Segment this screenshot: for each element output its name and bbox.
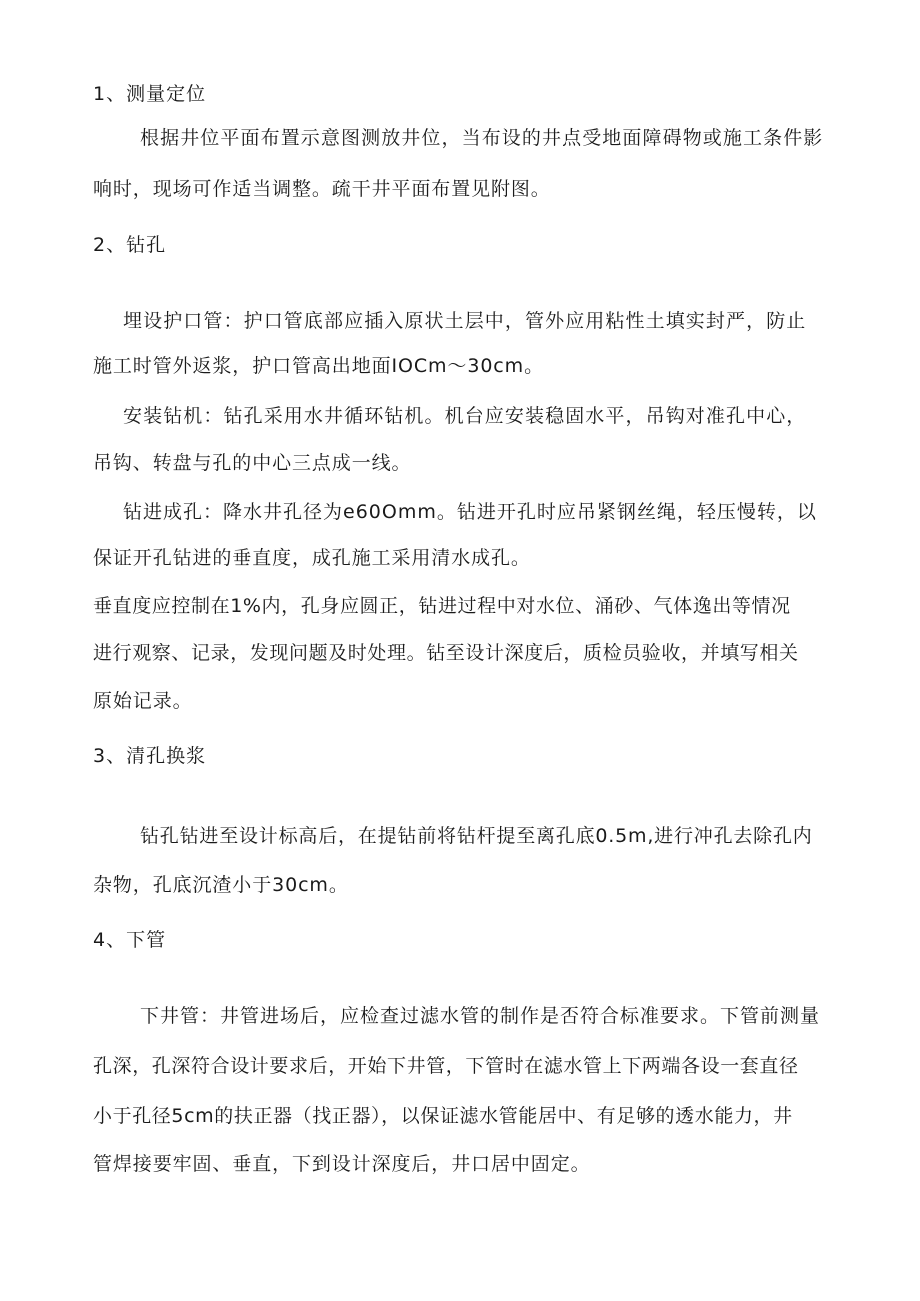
section-3-para-1-line-2: 杂物，孔底沉渣小于30cm。 bbox=[93, 874, 349, 896]
section-2-para-1-line-2: 施工时管外返浆，护口管高出地面IOCm～30cm。 bbox=[93, 355, 544, 377]
section-3-para-1-line-1: 钻孔钻进至设计标高后，在提钻前将钻杆提至离孔底0.5m,进行冲孔去除孔内 bbox=[140, 825, 813, 847]
section-2-heading: 2、钻孔 bbox=[93, 234, 167, 256]
section-2-para-4-line-3: 原始记录。 bbox=[93, 690, 193, 712]
section-2-para-2-line-1: 安装钻机：钻孔采用水井循环钻机。机台应安装稳固水平，吊钩对准孔中心， bbox=[123, 405, 807, 427]
section-1-para-1-line-2: 响时，现场可作适当调整。疏干井平面布置见附图。 bbox=[93, 178, 551, 200]
section-1-heading: 1、测量定位 bbox=[93, 83, 207, 105]
section-1-para-1-line-1: 根据井位平面布置示意图测放井位，当布设的井点受地面障碍物或施工条件影 bbox=[140, 127, 824, 149]
section-4-para-1-line-1: 下井管：井管进场后，应检查过滤水管的制作是否符合标准要求。下管前测量 bbox=[140, 1005, 821, 1027]
section-2-para-4-line-1: 垂直度应控制在1%内，孔身应圆正，钻进过程中对水位、涌砂、气体逸出等情况 bbox=[93, 595, 791, 617]
section-2-para-2-line-2: 吊钩、转盘与孔的中心三点成一线。 bbox=[93, 452, 412, 474]
section-4-para-1-line-2: 孔深，孔深符合设计要求后，开始下井管，下管时在滤水管上下两端各设一套直径 bbox=[93, 1055, 799, 1077]
section-2-para-3-line-1: 钻进成孔：降水井孔径为e60Omm。钻进开孔时应吊紧钢丝绳，轻压慢转，以 bbox=[123, 501, 817, 523]
section-2-para-4-line-2: 进行观察、记录，发现问题及时处理。钻至设计深度后，质检员验收，并填写相关 bbox=[93, 642, 799, 664]
section-4-heading: 4、下管 bbox=[93, 929, 167, 951]
section-4-para-1-line-4: 管焊接要牢固、垂直，下到设计深度后，井口居中固定。 bbox=[93, 1153, 591, 1175]
section-3-heading: 3、清孔换浆 bbox=[93, 745, 207, 767]
section-4-para-1-line-3: 小于孔径5cm的扶正器（找正器），以保证滤水管能居中、有足够的透水能力，井 bbox=[93, 1105, 793, 1127]
section-2-para-1-line-1: 埋设护口管：护口管底部应插入原状土层中，管外应用粘性土填实封严，防止 bbox=[123, 310, 807, 332]
section-2-para-3-line-2: 保证开孔钻进的垂直度，成孔施工采用清水成孔。 bbox=[93, 547, 531, 569]
